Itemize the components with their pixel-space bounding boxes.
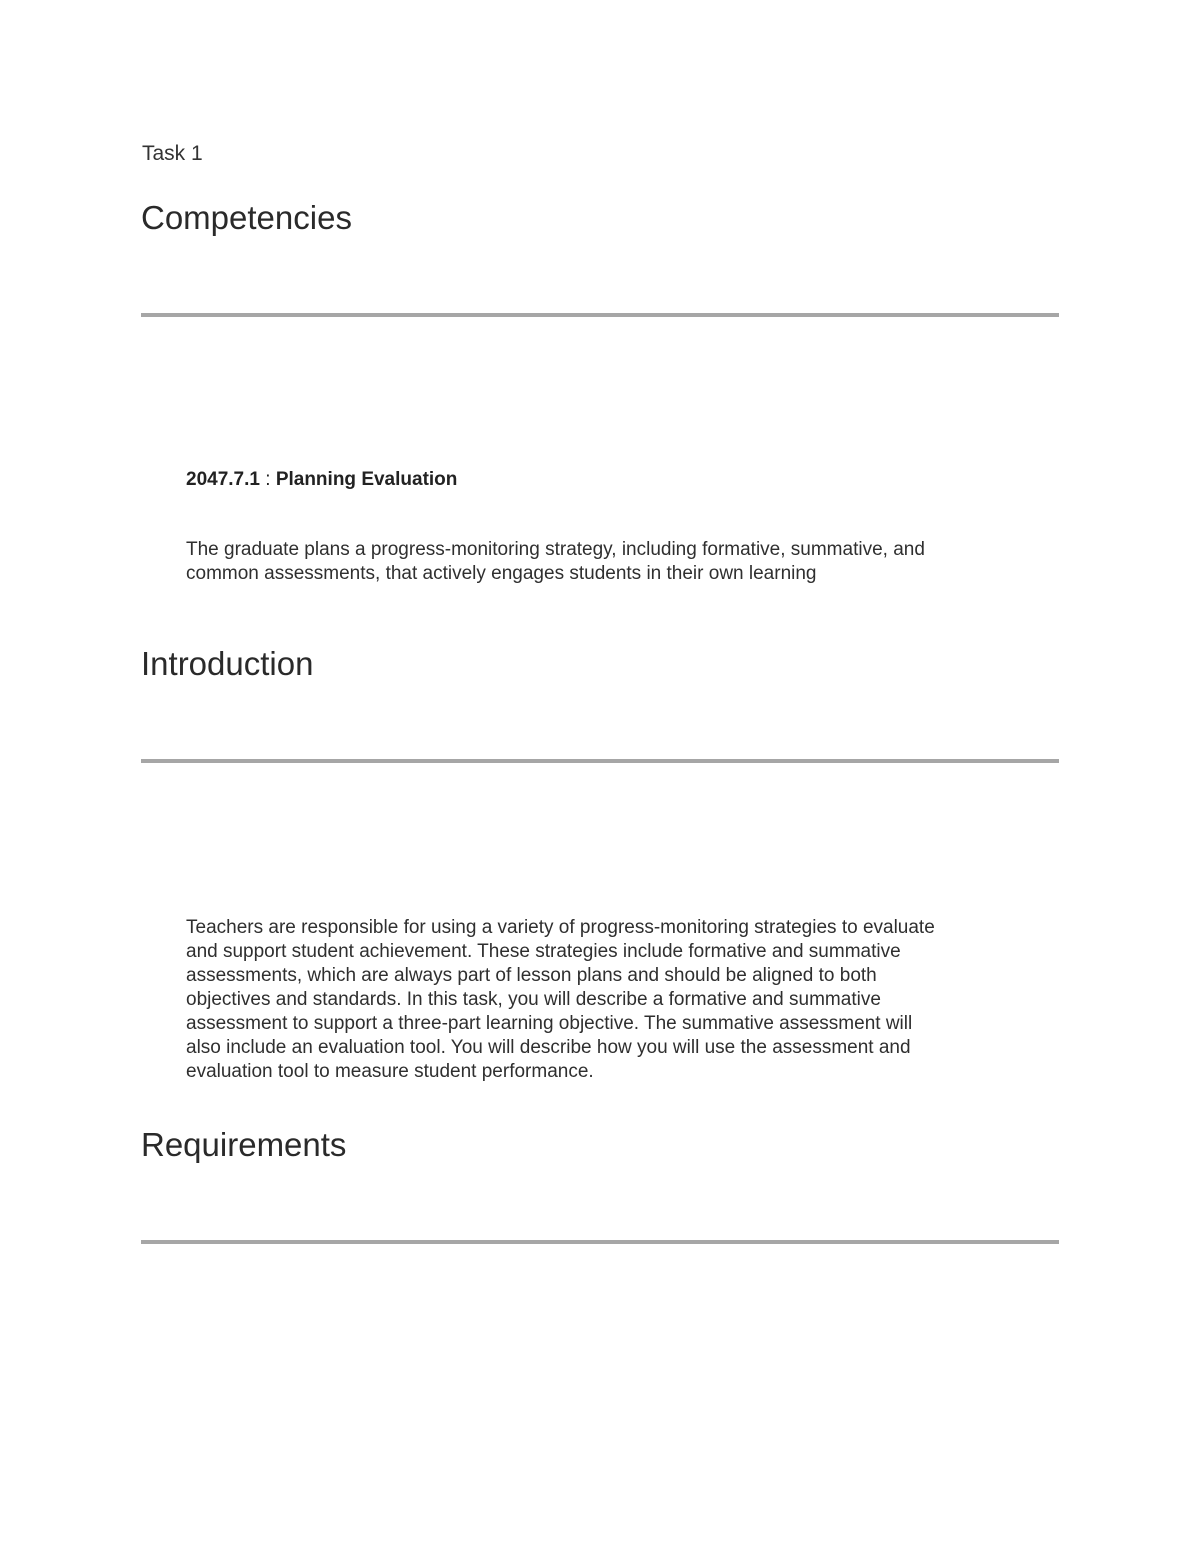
task-label: Task 1	[142, 142, 203, 165]
requirements-divider	[141, 1240, 1059, 1244]
competency-description	[186, 538, 1026, 586]
competency-description-line: common assessments, that actively engages students in their own learning	[186, 563, 817, 584]
introduction-body-line: and support student achievement. These strategies include formative and summative	[186, 941, 901, 962]
introduction-body-line: assessments, which are always part of lesson plans and should be aligned to both	[186, 965, 877, 986]
competency-title	[186, 468, 457, 492]
introduction-body-line: objectives and standards. In this task, you will describe a formative and summative	[186, 989, 881, 1010]
introduction-body-line: evaluation tool to measure student performance.	[186, 1061, 594, 1082]
competency-code: 2047.7.1	[186, 469, 260, 490]
introduction-divider	[141, 759, 1059, 763]
introduction-body-line: assessment to support a three-part learning objective. The summative assessment will	[186, 1013, 913, 1034]
competency-description-line: The graduate plans a progress-monitoring strategy, including formative, summative, and	[186, 539, 925, 560]
introduction-body-line: Teachers are responsible for using a variety of progress-monitoring strategies to evaluate	[186, 917, 935, 938]
introduction-body-line: also include an evaluation tool. You will describe how you will use the assessment and	[186, 1037, 911, 1058]
requirements-heading: Requirements	[141, 1126, 347, 1163]
competency-separator: :	[259, 469, 276, 490]
introduction-body	[186, 916, 1026, 1084]
competencies-heading: Competencies	[141, 199, 352, 236]
competency-name: Planning Evaluation	[275, 469, 458, 490]
introduction-heading: Introduction	[141, 645, 314, 682]
competencies-divider	[141, 313, 1059, 317]
